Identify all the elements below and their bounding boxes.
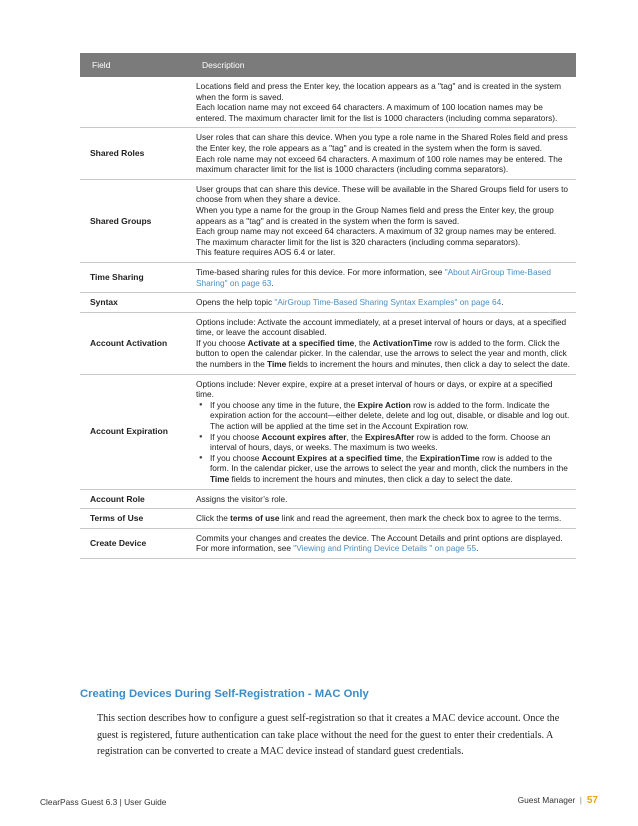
text-fragment: If you choose any time in the future, the (210, 399, 358, 410)
description-line: Options include: Never expire, expire at a preset interval of hours or days, or expire at a specified time. (196, 378, 553, 400)
bullet-item (196, 400, 571, 432)
header-description: Description (190, 53, 576, 77)
text-fragment: row is added to the form. Click the button to open the calendar picker. In the calendar, use the arrows to select the year and month, click the numbers in the (196, 337, 567, 370)
text-fragment: link and read the agreement, then mark the check box to agree to the terms. (279, 513, 562, 524)
description-end: . (271, 277, 274, 288)
text-fragment: If you choose (210, 431, 262, 442)
field-time-sharing: Time Sharing (80, 262, 190, 292)
description-line: Options include: Activate the account immediately, at a preset interval of hours or days, at a specified time, or leave the account disabled. (196, 316, 567, 338)
section-heading: Creating Devices During Self-Registration - MAC Only (80, 688, 369, 700)
description-cell (190, 128, 576, 179)
syntax-link[interactable]: "AirGroup Time-Based Sharing Syntax Examples" on page 64 (274, 297, 502, 308)
description-line: Each role name may not exceed 64 characters. A maximum of 100 role names may be entered. The maximum character limit for the list is 1000 characters (including comma separators). (196, 153, 563, 175)
field-shared-groups: Shared Groups (80, 179, 190, 262)
description-line (196, 338, 571, 370)
bold-term: Time (267, 359, 287, 370)
table-row-account-activation (80, 312, 576, 374)
bold-term: Account expires after (261, 431, 347, 442)
bold-term: Time (210, 474, 230, 484)
bold-term: ActivationTime (372, 337, 432, 348)
description-text: Opens the help topic (196, 297, 275, 308)
description-cell (190, 77, 576, 128)
description-end: . (501, 297, 504, 308)
text-fragment: row is added to the form. Indicate the expiration action for the account—either delete, delete and log out, disable, or disable and log out. The action will be applied at the time set in the Account Expiration row. (210, 399, 570, 432)
table-row-shared-groups (80, 179, 576, 262)
header-field: Field (80, 53, 190, 77)
description-cell (190, 179, 576, 262)
footer-right (518, 795, 598, 806)
table-row-terms-of-use (80, 509, 576, 529)
footer-guide-title: ClearPass Guest 6.3 | User Guide (40, 797, 167, 807)
bullet-item (196, 432, 571, 453)
description-line: Locations field and press the Enter key, the location appears as a "tag" and is created in the system when the form is saved. (196, 81, 562, 102)
description-cell (190, 528, 576, 558)
description-cell (190, 262, 576, 292)
text-fragment: row is added to the form. Choose an interval of hours, days, or weeks. The maximum is two weeks. (210, 431, 551, 453)
table-row-account-expiration (80, 374, 576, 489)
description-line: Each group name may not exceed 64 characters. A maximum of 32 group names may be entered. The maximum character limit for the list is 320 characters (including comma separators). (196, 226, 557, 247)
create-device-link[interactable]: "Viewing and Printing Device Details " on page 55 (293, 543, 477, 554)
text-fragment: fields to increment the hours and minutes, then click a day to select the date. (229, 474, 513, 484)
text-fragment: Click the (196, 513, 231, 524)
bold-term: ExpiresAfter (364, 431, 415, 442)
time-sharing-link[interactable]: "About AirGroup Time-Based Sharing" on page 63 (196, 266, 551, 288)
bullet-item (196, 453, 571, 485)
bold-term: Account Expires at a specified time (261, 452, 402, 463)
description-line: Each location name may not exceed 64 characters. A maximum of 100 location names may be entered. The maximum character limit for the list is 1000 characters (including comma separators). (196, 102, 558, 123)
bold-term: Expire Action (357, 399, 411, 410)
description-cell (190, 374, 576, 489)
table-row-shared-roles (80, 128, 576, 179)
description-line: User groups that can share this device. These will be available in the Shared Groups field for users to choose from when they share a device. (196, 183, 569, 205)
description-text: Time-based sharing rules for this device. For more information, see (196, 266, 445, 277)
table-row-create-device (80, 528, 576, 558)
description-cell: Assigns the visitor’s role. (190, 489, 576, 509)
footer-separator: | (579, 795, 582, 805)
table-row-locations-cont (80, 77, 576, 128)
text-fragment: , the (401, 452, 420, 463)
field-create-device: Create Device (80, 528, 190, 558)
bullet-list (196, 400, 571, 485)
field-account-expiration: Account Expiration (80, 374, 190, 489)
footer-chapter: Guest Manager (517, 795, 576, 805)
field-shared-roles: Shared Roles (80, 128, 190, 179)
text-fragment: fields to increment the hours and minutes, then click a day to select the date. (286, 359, 570, 370)
field-syntax: Syntax (80, 293, 190, 313)
field-terms-of-use: Terms of Use (80, 509, 190, 529)
table-row-syntax (80, 293, 576, 313)
table-row-account-role (80, 489, 576, 509)
field-account-activation: Account Activation (80, 312, 190, 374)
description-line: User roles that can share this device. When you type a role name in the Shared Roles field and press the Enter key, the role appears as a "tag" and is created in the system when the form is saved. (196, 132, 568, 153)
field-account-role: Account Role (80, 489, 190, 509)
description-cell (190, 293, 576, 313)
text-fragment: row is added to the form. In the calendar picker, use the arrows to select the year and month, click the numbers in the (210, 452, 568, 474)
field-cell-empty (80, 77, 190, 128)
field-description-table (80, 53, 576, 559)
description-line: This feature requires AOS 6.4 or later. (196, 247, 336, 258)
description-cell (190, 509, 576, 529)
table-header-row (80, 53, 576, 77)
text-fragment: , the (346, 431, 365, 442)
page-number: 57 (586, 795, 598, 806)
section-body: This section describes how to configure a guest self-registration so that it creates a MAC device account. Once the guest is registered, future authentication can take place without the need for the guest to enter their credentials. A registration can be converted to create a MAC device instead of standard guest credentials. (97, 713, 560, 758)
text-fragment: If you choose (196, 337, 248, 348)
bold-term: ExpirationTime (419, 452, 480, 463)
description-end: . (476, 543, 479, 554)
description-cell (190, 312, 576, 374)
text-fragment: , the (354, 337, 373, 348)
description-line: When you type a name for the group in the Group Names field and press the Enter key, the group appears as a "tag" and is created in the system when the form is saved. (196, 204, 554, 226)
bold-term: terms of use (230, 513, 280, 524)
bold-term: Activate at a specified time (247, 337, 355, 348)
description-text: Commits your changes and creates the device. The Account Details and print options are displayed. For more information, see (196, 532, 563, 554)
text-fragment: If you choose (210, 452, 262, 463)
table-row-time-sharing (80, 262, 576, 292)
